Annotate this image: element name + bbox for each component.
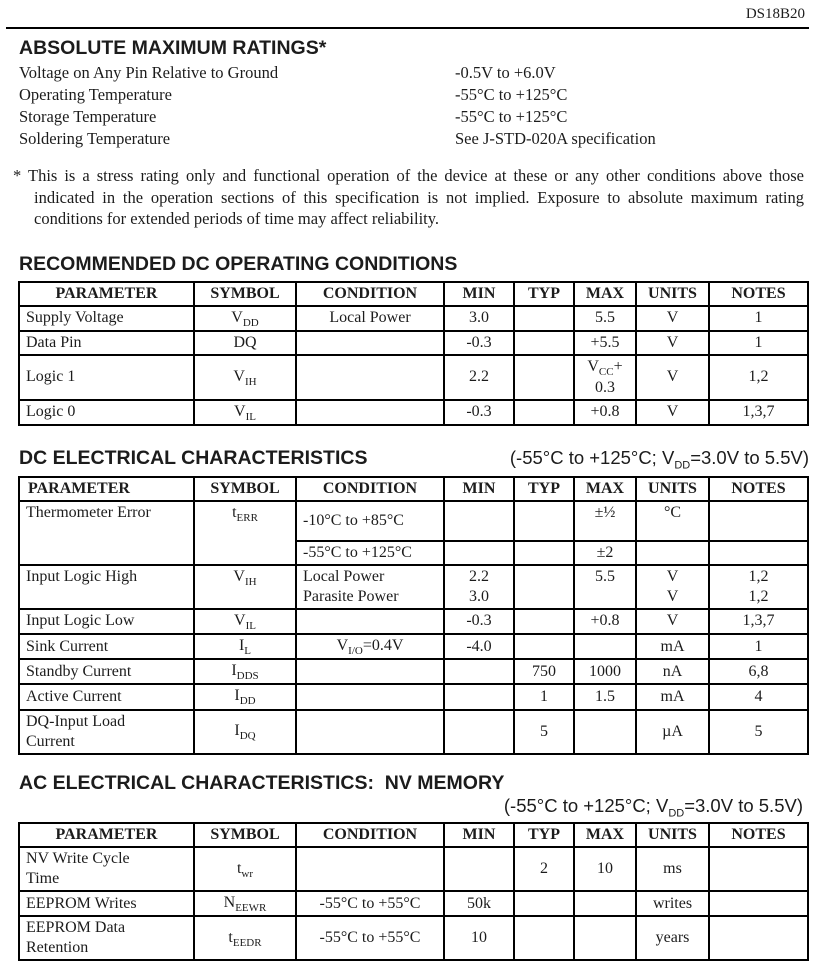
table-cell: V <box>636 306 709 331</box>
table-cell: $t_{wr}$ <box>194 847 296 891</box>
table-header-row <box>19 823 808 847</box>
table-cell: 1,2 1,2 <box>709 565 808 609</box>
table-cell: 1 <box>709 306 808 331</box>
column-header: TYP <box>514 282 574 306</box>
table-cell <box>296 355 444 400</box>
table-cell: mA <box>636 684 709 709</box>
table-cell: V <box>636 400 709 425</box>
table-cell: $V_{DD}$ <box>194 306 296 331</box>
table-cell: V <box>636 355 709 400</box>
table-cell: V <box>636 609 709 634</box>
table-cell: Thermometer Error <box>19 501 194 565</box>
table-cell <box>514 609 574 634</box>
table-cell <box>296 847 444 891</box>
column-header: PARAMETER <box>19 282 194 306</box>
table-cell <box>514 355 574 400</box>
table-cell: -0.3 <box>444 400 514 425</box>
table-row <box>19 501 808 541</box>
section-title-ac-electrical-characteristics: AC ELECTRICAL CHARACTERISTICS: NV MEMORY <box>19 771 505 794</box>
table-cell <box>514 916 574 960</box>
column-header: SYMBOL <box>194 477 296 501</box>
table-cell: nA <box>636 659 709 684</box>
column-header: UNITS <box>636 477 709 501</box>
table-cell: writes <box>636 891 709 916</box>
column-header: NOTES <box>709 282 808 306</box>
dc-electrical-characteristics-table <box>18 476 809 755</box>
table-row <box>19 306 808 331</box>
table-cell: $I_L$ <box>194 634 296 659</box>
table-row <box>19 891 808 916</box>
section-title-absolute-maximum-ratings: ABSOLUTE MAXIMUM RATINGS* <box>19 37 327 59</box>
table-cell: Logic 0 <box>19 400 194 425</box>
column-header: PARAMETER <box>19 823 194 847</box>
rating-value: -55°C to +125°C <box>455 107 568 126</box>
table-cell <box>574 634 636 659</box>
table-cell: $V_{IH}$ <box>194 565 296 609</box>
table-cell: ±2 <box>574 541 636 565</box>
table-cell <box>514 400 574 425</box>
dc-characteristics-heading-row <box>19 447 809 472</box>
table-cell: 1 <box>514 684 574 709</box>
table-cell <box>296 684 444 709</box>
table-cell: Input Logic Low <box>19 609 194 634</box>
table-cell: EEPROM Data Retention <box>19 916 194 960</box>
table-cell: V <box>636 331 709 355</box>
table-cell <box>296 400 444 425</box>
table-cell: -4.0 <box>444 634 514 659</box>
absolute-maximum-ratings-list <box>19 62 815 150</box>
table-cell: 10 <box>444 916 514 960</box>
rating-row <box>19 106 815 128</box>
rating-label: Soldering Temperature <box>19 129 171 148</box>
table-cell: °C <box>636 501 709 541</box>
table-cell: 10 <box>574 847 636 891</box>
rating-label: Storage Temperature <box>19 107 157 126</box>
table-cell <box>296 331 444 355</box>
table-cell <box>444 847 514 891</box>
table-header-row <box>19 477 808 501</box>
rating-row <box>19 84 815 106</box>
table-cell: DQ <box>194 331 296 355</box>
rating-label: Voltage on Any Pin Relative to Ground <box>19 63 279 82</box>
table-cell: µA <box>636 710 709 754</box>
table-cell <box>514 331 574 355</box>
table-cell: 4 <box>709 684 808 709</box>
table-cell: 1,3,7 <box>709 400 808 425</box>
dc-test-conditions: (-55°C to +125°C; $V_{DD}=3.0V$ to 5.5V) <box>509 447 809 472</box>
table-cell: 5.5 <box>574 306 636 331</box>
table-cell: ±½ <box>574 501 636 541</box>
column-header: UNITS <box>636 823 709 847</box>
column-header: NOTES <box>709 477 808 501</box>
table-cell: -0.3 <box>444 331 514 355</box>
table-cell: +5.5 <box>574 331 636 355</box>
table-cell <box>709 847 808 891</box>
table-cell: 2.2 <box>444 355 514 400</box>
table-row <box>19 565 808 609</box>
column-header: CONDITION <box>296 282 444 306</box>
ac-test-conditions: (-55°C to +125°C; $V_{DD}=3.0V$ to 5.5V) <box>503 794 803 820</box>
table-cell: mA <box>636 634 709 659</box>
table-cell: NV Write Cycle Time <box>19 847 194 891</box>
table-cell: Sink Current <box>19 634 194 659</box>
table-header-row <box>19 282 808 306</box>
table-cell <box>444 684 514 709</box>
column-header: MAX <box>574 823 636 847</box>
table-cell: +0.8 <box>574 400 636 425</box>
table-row <box>19 355 808 400</box>
table-cell: $t_{EEDR}$ <box>194 916 296 960</box>
rating-value: See J-STD-020A specification <box>455 129 656 148</box>
table-cell: +0.8 <box>574 609 636 634</box>
document-id: DS18B20 <box>745 6 805 22</box>
rating-label: Operating Temperature <box>19 85 172 104</box>
table-cell <box>514 565 574 609</box>
table-cell: $V_{I/O}=0.4V$ <box>296 634 444 659</box>
table-cell <box>709 541 808 565</box>
table-cell: ms <box>636 847 709 891</box>
table-cell: -55°C to +55°C <box>296 891 444 916</box>
table-cell <box>514 891 574 916</box>
recommended-dc-operating-conditions-table <box>18 281 809 427</box>
table-cell: Local Power <box>296 306 444 331</box>
table-cell: 5.5 <box>574 565 636 609</box>
column-header: UNITS <box>636 282 709 306</box>
table-cell: Local Power Parasite Power <box>296 565 444 609</box>
table-cell: 1,2 <box>709 355 808 400</box>
table-cell: V V <box>636 565 709 609</box>
rating-row <box>19 62 815 84</box>
table-cell: years <box>636 916 709 960</box>
table-cell: DQ-Input Load Current <box>19 710 194 754</box>
table-cell <box>514 501 574 541</box>
table-row <box>19 609 808 634</box>
table-cell <box>709 501 808 541</box>
table-cell <box>296 710 444 754</box>
table-cell: 1 <box>709 634 808 659</box>
table-cell <box>514 541 574 565</box>
table-cell <box>709 891 808 916</box>
table-cell: $V_{IL}$ <box>194 400 296 425</box>
section-title-dc-electrical-characteristics: DC ELECTRICAL CHARACTERISTICS <box>19 447 368 470</box>
table-cell <box>574 891 636 916</box>
table-cell: 50k <box>444 891 514 916</box>
table-cell: 1,3,7 <box>709 609 808 634</box>
table-cell <box>574 916 636 960</box>
ac-electrical-characteristics-table <box>18 822 809 961</box>
table-cell: -55°C to +125°C <box>296 541 444 565</box>
table-cell: -10°C to +85°C <box>296 501 444 541</box>
table-cell <box>636 541 709 565</box>
table-cell <box>709 916 808 960</box>
table-cell: 5 <box>514 710 574 754</box>
section-title-recommended-dc-operating-conditions: RECOMMENDED DC OPERATING CONDITIONS <box>19 252 458 275</box>
table-cell: 1000 <box>574 659 636 684</box>
table-row <box>19 331 808 355</box>
rating-row <box>19 128 815 150</box>
table-cell: Logic 1 <box>19 355 194 400</box>
table-cell <box>444 659 514 684</box>
column-header: TYP <box>514 823 574 847</box>
table-cell: 2.2 3.0 <box>444 565 514 609</box>
table-cell: $I_{DQ}$ <box>194 710 296 754</box>
table-row <box>19 684 808 709</box>
table-cell: Data Pin <box>19 331 194 355</box>
column-header: SYMBOL <box>194 282 296 306</box>
column-header: CONDITION <box>296 823 444 847</box>
table-cell: -0.3 <box>444 609 514 634</box>
table-cell: 3.0 <box>444 306 514 331</box>
table-row <box>19 916 808 960</box>
table-row <box>19 847 808 891</box>
table-cell: $I_{DD}$ <box>194 684 296 709</box>
rating-value: -0.5V to +6.0V <box>455 63 556 82</box>
table-cell: 1.5 <box>574 684 636 709</box>
rating-value: -55°C to +125°C <box>455 85 568 104</box>
table-cell <box>296 659 444 684</box>
table-cell <box>444 501 514 541</box>
column-header: MAX <box>574 477 636 501</box>
column-header: MIN <box>444 823 514 847</box>
table-cell <box>444 710 514 754</box>
column-header: NOTES <box>709 823 808 847</box>
table-cell: Input Logic High <box>19 565 194 609</box>
table-cell: 5 <box>709 710 808 754</box>
table-cell: -55°C to +55°C <box>296 916 444 960</box>
table-row <box>19 634 808 659</box>
top-rule <box>6 27 809 29</box>
table-row <box>19 710 808 754</box>
table-cell: $V_{IL}$ <box>194 609 296 634</box>
table-cell: $N_{EEWR}$ <box>194 891 296 916</box>
table-cell: Active Current <box>19 684 194 709</box>
column-header: MIN <box>444 282 514 306</box>
column-header: CONDITION <box>296 477 444 501</box>
table-cell: 2 <box>514 847 574 891</box>
column-header: TYP <box>514 477 574 501</box>
table-cell <box>574 710 636 754</box>
table-row <box>19 659 808 684</box>
table-cell: Supply Voltage <box>19 306 194 331</box>
column-header: MAX <box>574 282 636 306</box>
stress-rating-footnote: * This is a stress rating only and functional operation of the device at these or any other conditions above those indicated in the operation sections of this specification is not implied. Exposure to absolute maximum rating conditions for extended periods of time may affect reliability. <box>13 166 804 228</box>
table-cell: EEPROM Writes <box>19 891 194 916</box>
column-header: SYMBOL <box>194 823 296 847</box>
column-header: PARAMETER <box>19 477 194 501</box>
table-cell <box>444 541 514 565</box>
table-cell: Standby Current <box>19 659 194 684</box>
table-cell <box>296 609 444 634</box>
table-cell: $t_{ERR}$ <box>194 501 296 565</box>
table-cell: $V_{CC}+$ 0.3 <box>574 355 636 400</box>
table-cell: $V_{IH}$ <box>194 355 296 400</box>
table-cell: 750 <box>514 659 574 684</box>
table-cell: 6,8 <box>709 659 808 684</box>
table-cell <box>514 306 574 331</box>
table-cell: $I_{DDS}$ <box>194 659 296 684</box>
table-cell <box>514 634 574 659</box>
table-cell: 1 <box>709 331 808 355</box>
table-row <box>19 400 808 425</box>
column-header: MIN <box>444 477 514 501</box>
